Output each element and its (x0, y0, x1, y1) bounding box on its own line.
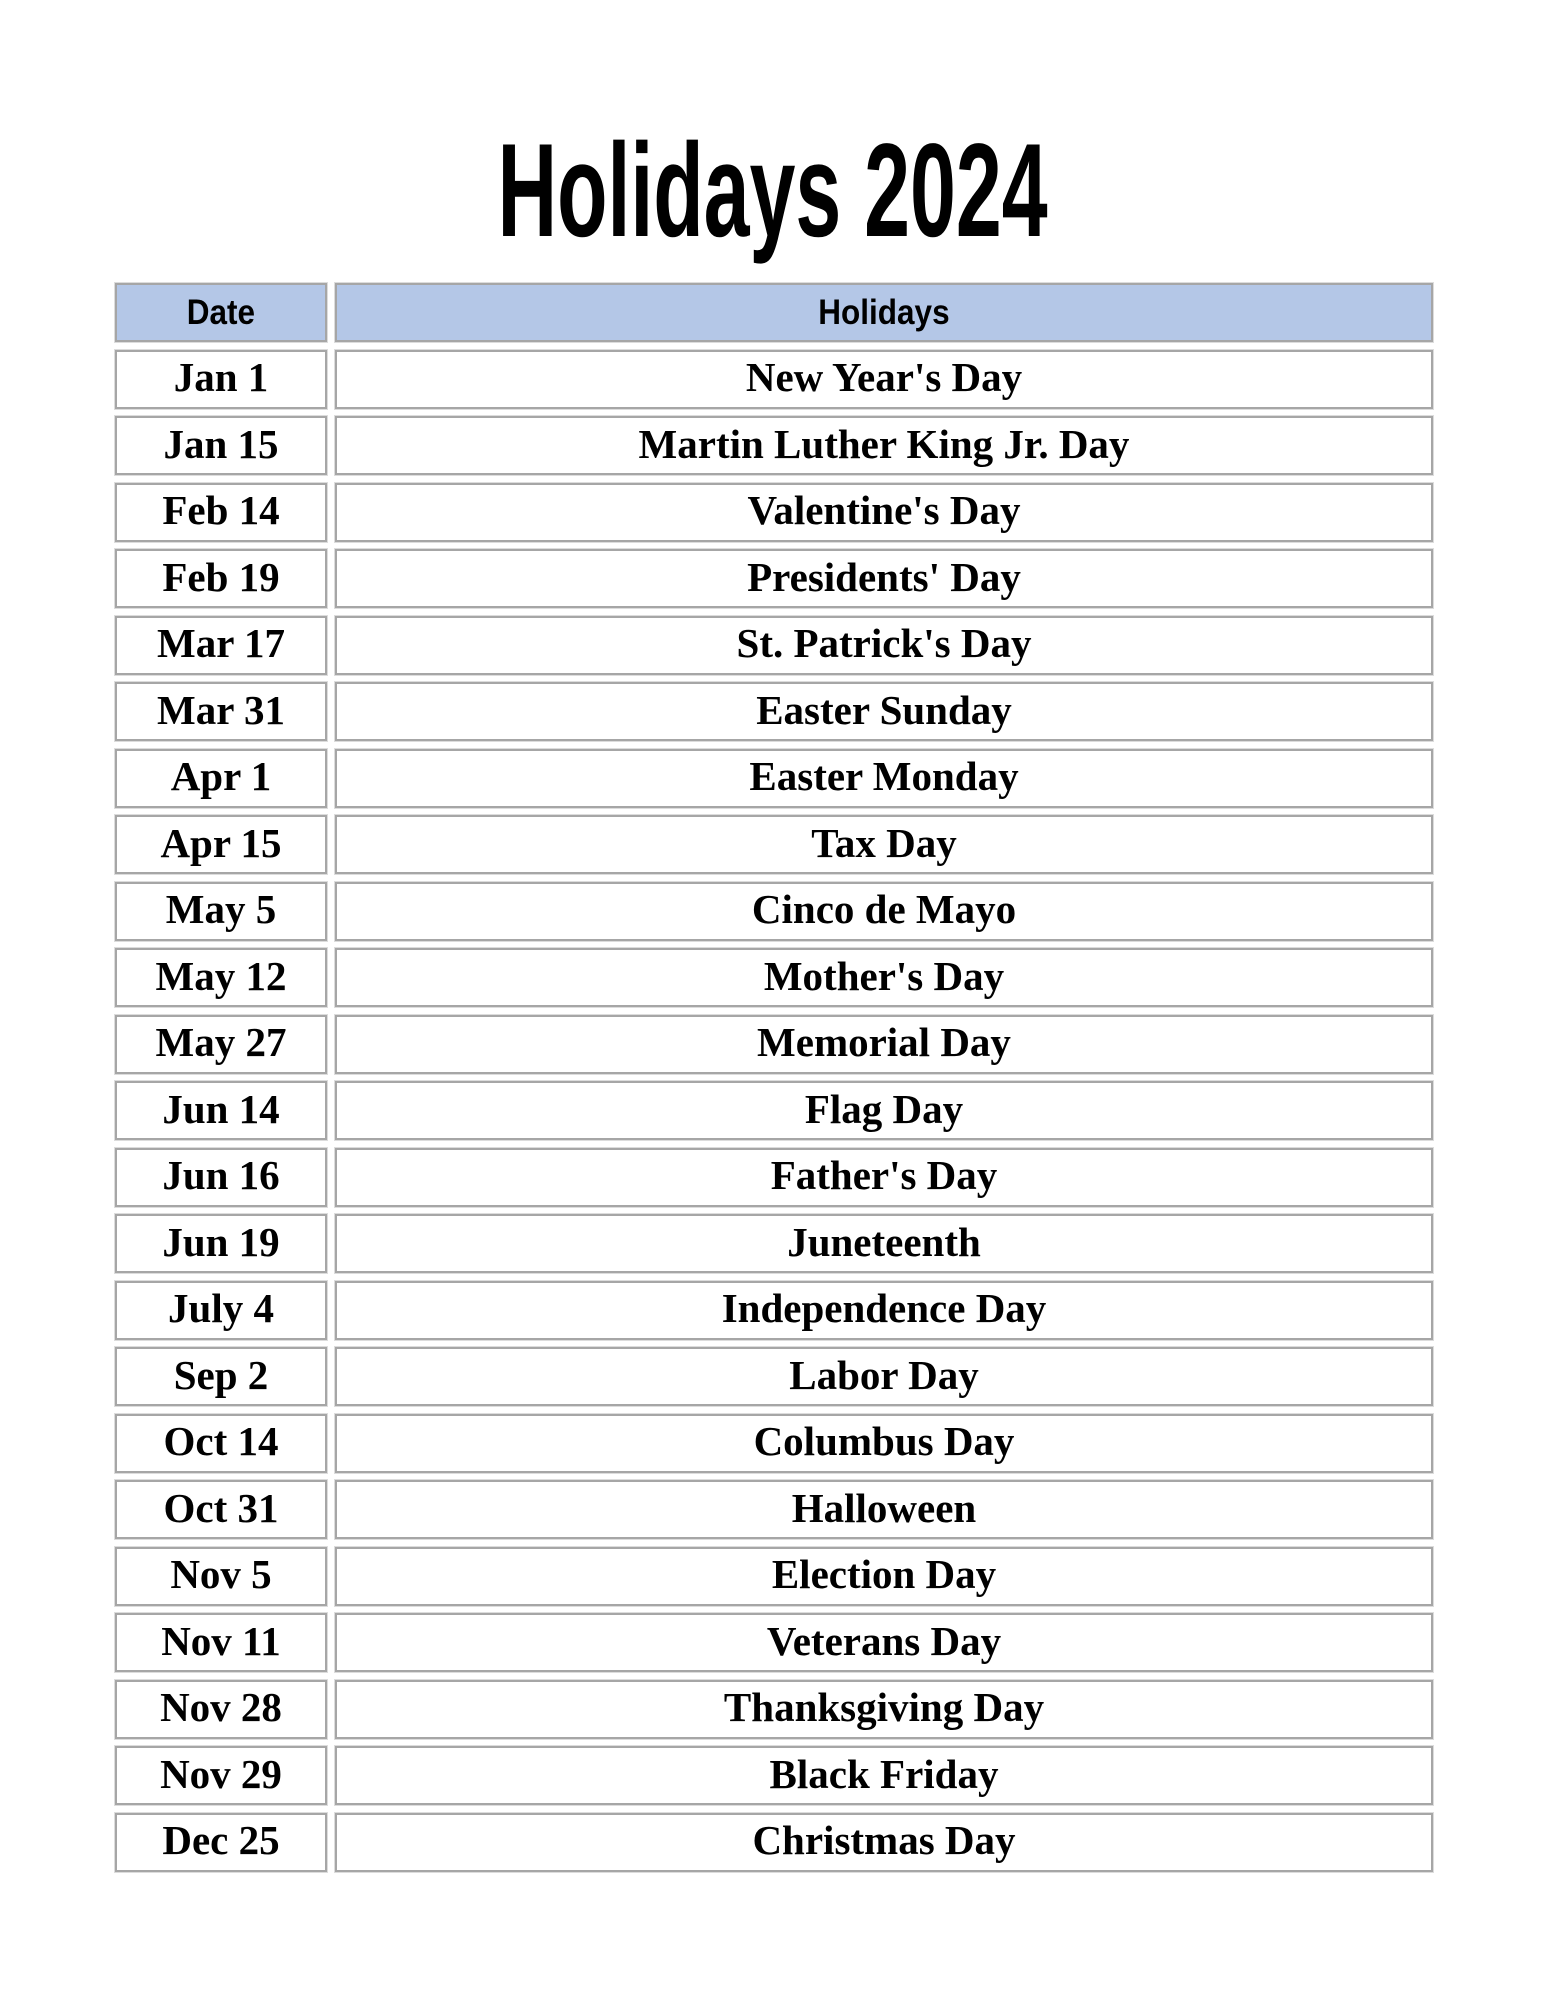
holiday-cell (335, 1547, 1433, 1606)
holiday-cell (335, 682, 1433, 741)
holiday-name: St. Patrick's Day (736, 620, 1032, 666)
date-value: Nov 5 (170, 1551, 272, 1597)
date-cell (115, 1680, 327, 1739)
holiday-cell (335, 1746, 1433, 1805)
column-header-holidays (335, 283, 1433, 342)
date-value: Jun 16 (162, 1152, 280, 1198)
holiday-name: Thanksgiving Day (723, 1684, 1045, 1730)
date-value: Oct 31 (163, 1484, 279, 1531)
holiday-name: Valentine's Day (747, 487, 1021, 533)
holiday-cell (335, 1214, 1433, 1273)
date-value: Mar 31 (157, 686, 285, 733)
date-value: Nov 11 (161, 1617, 281, 1664)
date-value: Sep 2 (173, 1351, 269, 1398)
date-value: Apr 15 (160, 819, 282, 866)
holiday-name: Presidents' Day (747, 553, 1021, 600)
holiday-cell (335, 1347, 1433, 1406)
date-value: May 27 (155, 1019, 287, 1065)
date-cell (115, 815, 327, 874)
holiday-cell (335, 1281, 1433, 1340)
date-cell (115, 616, 327, 675)
date-value: Jan 1 (173, 354, 269, 400)
date-value: Jan 15 (163, 420, 279, 467)
date-cell (115, 1015, 327, 1074)
date-value: Feb 14 (162, 487, 280, 533)
holiday-name: Flag Day (804, 1085, 964, 1132)
date-value: Mar 17 (157, 620, 285, 666)
column-header-date-label: Date (186, 293, 256, 332)
holiday-name: Juneteenth (787, 1218, 981, 1265)
date-cell (115, 1214, 327, 1273)
date-value: Apr 1 (170, 753, 272, 799)
holiday-cell (335, 350, 1433, 409)
date-cell (115, 749, 327, 808)
date-value: Oct 14 (163, 1418, 279, 1464)
page-title-text: Holidays 2024 (497, 117, 1048, 265)
holiday-name: Independence Day (721, 1285, 1047, 1331)
date-cell (115, 682, 327, 741)
holiday-name: Halloween (791, 1484, 977, 1531)
holiday-cell (335, 948, 1433, 1007)
column-header-holidays-label: Holidays (818, 293, 950, 332)
date-cell (115, 882, 327, 941)
holiday-cell (335, 1480, 1433, 1539)
date-value: May 12 (155, 952, 287, 999)
date-value: Nov 28 (160, 1684, 282, 1730)
date-cell (115, 1281, 327, 1340)
holiday-name: Election Day (771, 1551, 997, 1597)
holiday-cell (335, 749, 1433, 808)
date-cell (115, 1746, 327, 1805)
holiday-name: Easter Monday (749, 753, 1019, 799)
date-value: Jun 19 (162, 1218, 280, 1265)
date-cell (115, 1347, 327, 1406)
date-cell (115, 948, 327, 1007)
holiday-name: Martin Luther King Jr. Day (638, 420, 1130, 467)
date-cell (115, 1547, 327, 1606)
holidays-table (115, 283, 1433, 1872)
date-cell (115, 483, 327, 542)
holiday-name: Labor Day (789, 1351, 979, 1398)
date-cell (115, 549, 327, 608)
column-header-date (115, 283, 327, 342)
holiday-name: Columbus Day (753, 1418, 1015, 1464)
holiday-name: Veterans Day (766, 1617, 1002, 1664)
holiday-cell (335, 1081, 1433, 1140)
holiday-cell (335, 549, 1433, 608)
date-cell (115, 1480, 327, 1539)
date-value: Jun 14 (162, 1085, 280, 1132)
holiday-cell (335, 416, 1433, 475)
holiday-cell (335, 1613, 1433, 1672)
holiday-name: Memorial Day (757, 1019, 1011, 1065)
holiday-name: Tax Day (811, 819, 957, 866)
date-cell (115, 1613, 327, 1672)
page-title (0, 0, 1545, 265)
date-value: July 4 (168, 1285, 274, 1331)
holiday-name: Black Friday (769, 1750, 999, 1797)
date-cell (115, 1081, 327, 1140)
holiday-cell (335, 1015, 1433, 1074)
date-value: Feb 19 (162, 553, 280, 600)
date-cell (115, 350, 327, 409)
holiday-name: Cinco de Mayo (751, 886, 1017, 932)
holiday-cell (335, 1148, 1433, 1207)
holiday-name: Mother's Day (763, 952, 1005, 999)
date-cell (115, 416, 327, 475)
holiday-name: Easter Sunday (756, 686, 1012, 733)
date-cell (115, 1813, 327, 1872)
date-cell (115, 1148, 327, 1207)
date-cell (115, 1414, 327, 1473)
holiday-cell (335, 882, 1433, 941)
holiday-name: Christmas Day (752, 1817, 1016, 1863)
holiday-cell (335, 483, 1433, 542)
holiday-name: New Year's Day (745, 354, 1023, 400)
date-value: Nov 29 (160, 1750, 282, 1797)
holiday-name: Father's Day (770, 1152, 998, 1198)
holiday-cell (335, 1680, 1433, 1739)
holiday-cell (335, 815, 1433, 874)
date-value: May 5 (165, 886, 277, 932)
date-value: Dec 25 (162, 1817, 280, 1863)
holiday-cell (335, 1813, 1433, 1872)
holiday-cell (335, 1414, 1433, 1473)
holiday-cell (335, 616, 1433, 675)
